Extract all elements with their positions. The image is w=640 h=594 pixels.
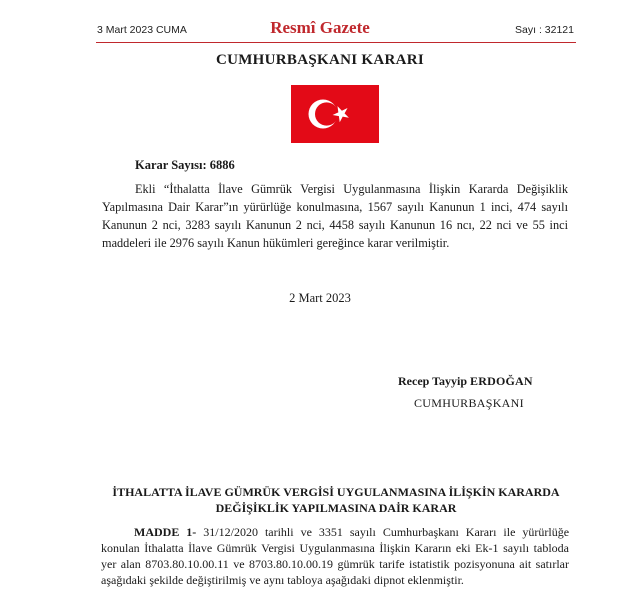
gazette-header <box>0 0 640 46</box>
turkish-flag-icon <box>291 85 379 143</box>
annex-title: İTHALATTA İLAVE GÜMRÜK VERGİSİ UYGULANMASINA İLİŞKİN KARARDA DEĞİŞİKLİK YAPILMASINA DAİR KARAR <box>112 485 560 515</box>
signer-title: CUMHURBAŞKANI <box>414 396 524 410</box>
decree-preamble: Ekli “İthalatta İlave Gümrük Vergisi Uygulanmasına İlişkin Kararda Değişiklik Yapılmasına Dair Karar”ın yürürlüğe konulmasına, 1567 sayılı Kanunun 1 inci, 474 sayılı Kanunun 2 nci, 3283 sayılı Kanunun 2 nci, 4458 sayılı Kanunun 16 ncı, 22 nci ve 55 inci maddeleri ile 2976 sayılı Kanun hükümleri gereğince karar verilmiştir. <box>102 182 568 250</box>
gazette-name: Resmî Gazete <box>270 18 370 37</box>
article-1 <box>101 524 569 588</box>
issue-date: 3 Mart 2023 CUMA <box>97 24 187 36</box>
signer-name <box>398 374 533 389</box>
article-label: MADDE 1- <box>134 525 197 539</box>
signer-surname: ERDOĞAN <box>470 374 533 388</box>
issue-number: Sayı : 32121 <box>515 24 574 36</box>
article-text: 31/12/2020 tarihli ve 3351 sayılı Cumhurbaşkanı Kararı ile yürürlüğe konulan İthalatta İlave Gümrük Vergisi Uygulanmasına İlişkin Kararın eki Ek-1 sayılı tabloda yer alan 8703.80.10.00.11 ve 8703.80.10.00.19 gümrük tarife istatistik pozisyonuna ait satırlar aşağıdaki şekilde değiştirilmiş ve aynı tabloya aşağıdaki dipnot eklenmiştir. <box>101 525 570 587</box>
header-divider <box>96 42 576 43</box>
signer-given-names: Recep Tayyip <box>398 374 468 388</box>
flag-crescent-inner <box>315 102 338 125</box>
decree-date: 2 Mart 2023 <box>289 291 351 305</box>
decree-heading: CUMHURBAŞKANI KARARI <box>215 52 425 68</box>
decision-number: Karar Sayısı: 6886 <box>135 158 235 172</box>
